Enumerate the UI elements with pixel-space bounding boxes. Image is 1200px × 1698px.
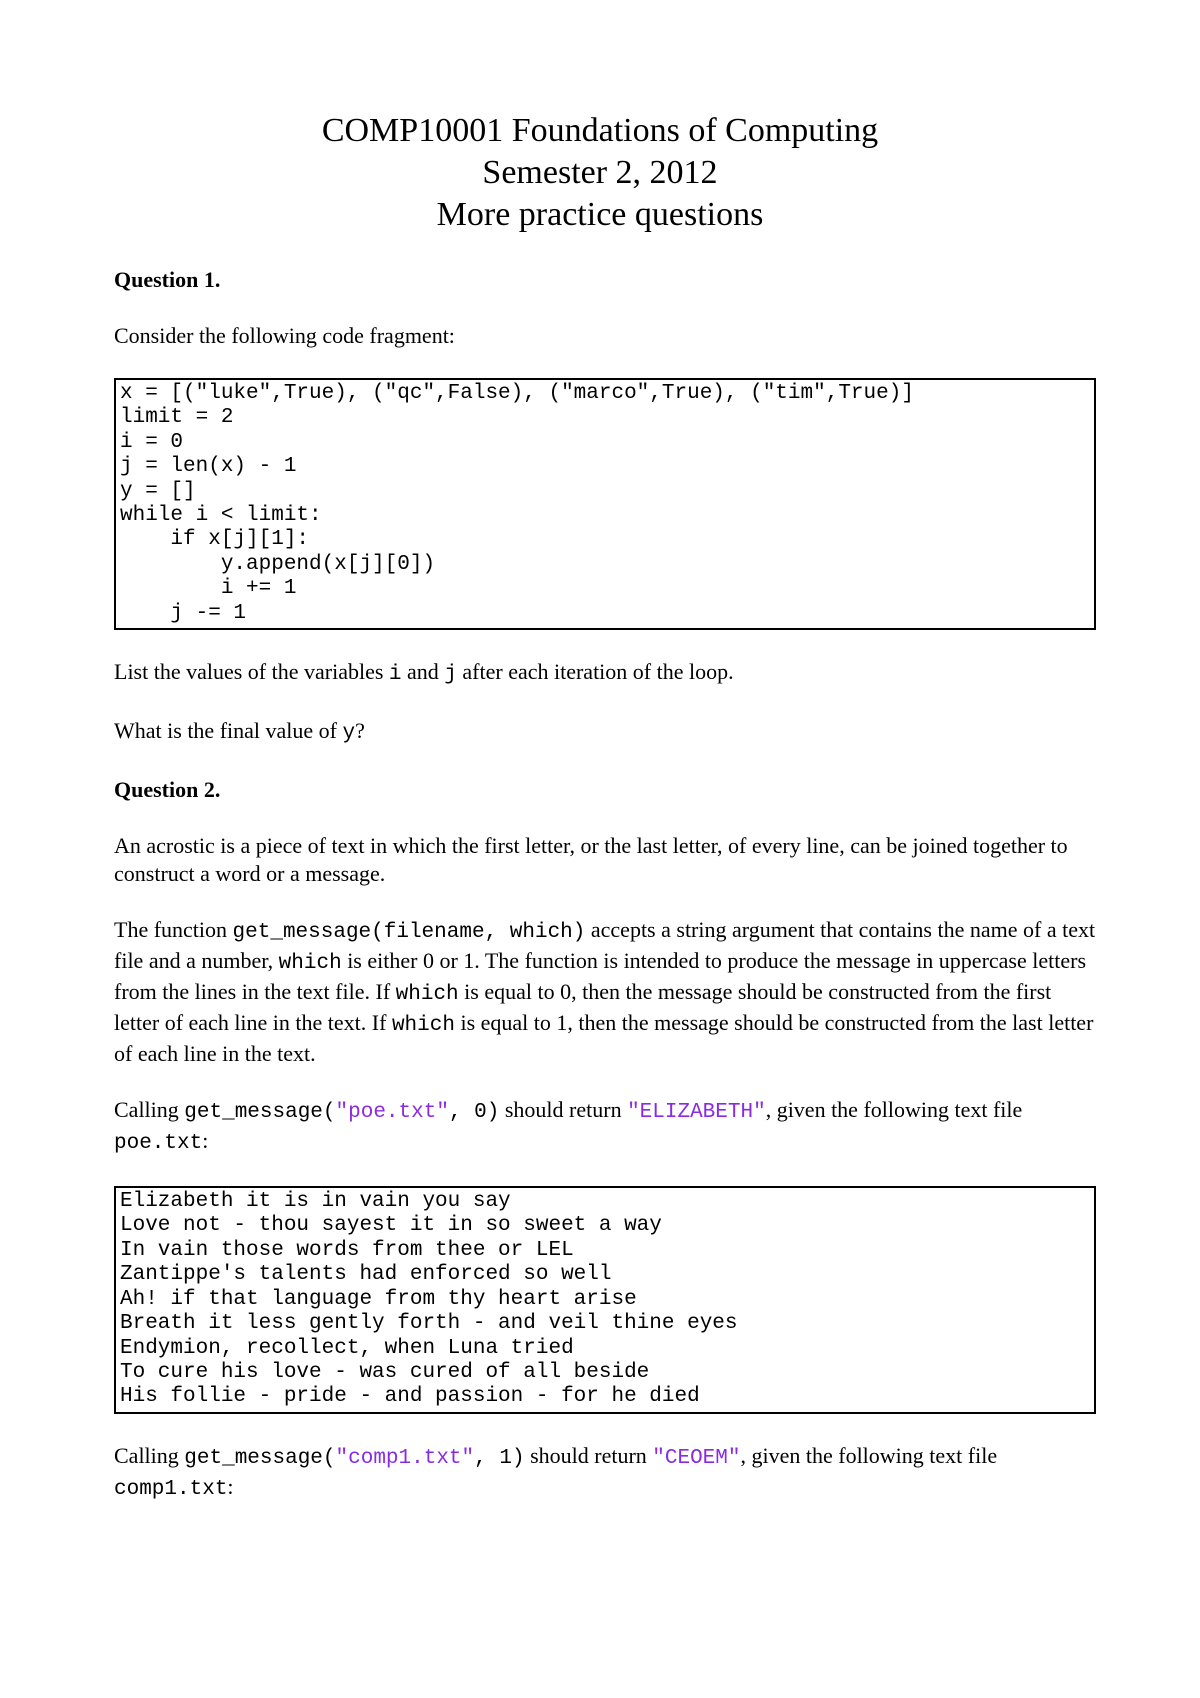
string-literal: "ELIZABETH"	[627, 1101, 766, 1125]
title-block	[0, 110, 1200, 236]
param-which: which	[395, 983, 459, 1007]
acrostic-definition: An acrostic is a piece of text in which the first letter, or the last letter, of every line, can be joined together to construct a word or a message.	[114, 833, 1068, 887]
example-call-1: Calling get_message("poe.txt", 0) should return "ELIZABETH", given the following text file poe.txt:	[114, 1097, 1023, 1156]
code-line: limit = 2	[120, 406, 234, 430]
question-1-intro: Consider the following code fragment:	[114, 323, 455, 348]
code-line: x = [("luke",True), ("qc",False), ("marco",True), ("tim",True)]	[120, 382, 914, 405]
string-literal: "poe.txt"	[335, 1101, 449, 1125]
code-line: i += 1	[120, 577, 297, 601]
poem-line: Ah! if that language from thy heart arise	[120, 1287, 637, 1311]
poem-line: In vain those words from thee or LEL	[120, 1238, 574, 1262]
poem-line: Endymion, recollect, when Luna tried	[120, 1336, 574, 1360]
document-subtitle: More practice questions	[436, 196, 764, 233]
question-2-heading: Question 2.	[114, 777, 221, 803]
semester-label: Semester 2, 2012	[482, 154, 718, 191]
poem-text-box	[114, 1186, 1096, 1414]
course-title: COMP10001 Foundations of Computing	[321, 112, 879, 149]
variable-j: j	[444, 663, 457, 687]
poem-line: Elizabeth it is in vain you say	[120, 1190, 511, 1214]
param-which: which	[391, 1014, 455, 1038]
poem-line: Zantippe's talents had enforced so well	[120, 1263, 612, 1287]
filename: comp1.txt	[114, 1477, 228, 1501]
function-description: The function get_message(filename, which) accepts a string argument that contains the name of a text file and a number, which is either 0 or 1. The function is intended to produce the message in uppercase letters from the lines in the text file. If which is equal to 0, then the message should be constructed from the first letter of each line in the text. If which is equal to 1, then the message should be constructed from the last letter of each line in the text.	[114, 917, 1096, 1067]
poem-line: Breath it less gently forth - and veil thine eyes	[120, 1312, 738, 1336]
document-body	[114, 266, 1096, 1532]
code-line: while i < limit:	[120, 504, 322, 528]
code-line: j = len(x) - 1	[120, 455, 297, 479]
question-1-task-2: What is the final value of y?	[114, 718, 365, 746]
code-line: if x[j][1]:	[120, 528, 310, 552]
param-which: which	[278, 952, 342, 976]
example-call-2: Calling get_message("comp1.txt", 1) should return "CEOEM", given the following text file comp1.txt:	[114, 1442, 998, 1501]
poem-line: To cure his love - was cured of all beside	[120, 1360, 650, 1384]
poem-line: Love not - thou sayest it in so sweet a way	[120, 1214, 662, 1238]
code-line: i = 0	[120, 430, 184, 454]
code-line: y.append(x[j][0])	[120, 552, 436, 576]
string-literal: "comp1.txt"	[335, 1446, 475, 1470]
question-1-task-1: List the values of the variables i and j after each iteration of the loop.	[114, 659, 734, 687]
function-signature: get_message(filename, which)	[232, 921, 586, 945]
string-literal: "CEOEM"	[652, 1446, 741, 1470]
question-1-heading: Question 1.	[114, 267, 221, 292]
filename: poe.txt	[114, 1132, 203, 1156]
variable-y: y	[342, 722, 356, 746]
code-fragment-box	[114, 378, 1096, 630]
code-line: j -= 1	[120, 601, 247, 625]
code-line: y = []	[120, 479, 196, 503]
variable-i: i	[388, 663, 402, 687]
poem-line: His follie - pride - and passion - for he died	[120, 1385, 700, 1409]
